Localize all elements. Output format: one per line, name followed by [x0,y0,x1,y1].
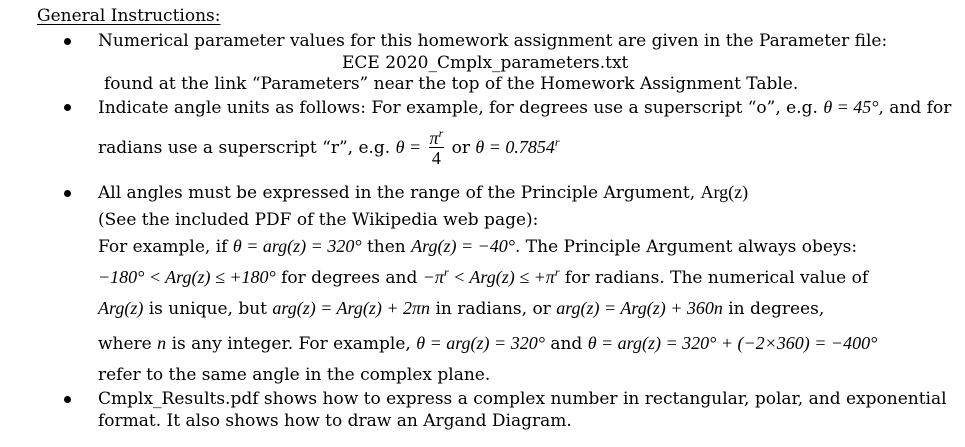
bullet-2-line-1-text: Indicate angle units as follows: For example, for degrees use a superscript “o”, e.g. [98,98,818,118]
radians-decimal-example: θ = 0.7854 [475,137,555,157]
bullet-3-line-1-text: All angles must be expressed in the range of the Principle Argument, [98,183,696,203]
bullet-3-line-5-b: in radians, or [435,299,551,319]
integer-n: n [157,333,167,353]
bullet-2-marker [64,104,71,111]
arg-radian-formula: arg(z) = Arg(z) + 2πn [272,298,431,318]
example-arg-minus-40: Arg(z) = −40° [411,236,515,256]
parameter-filename: ECE 2020_Cmplx_parameters.txt [342,53,629,73]
bullet-3-line-6-and: and [550,334,583,354]
principal-arg-unique: Arg(z) [98,298,144,318]
principal-argument-symbol: Arg(z) [700,182,749,202]
bullet-3-line-5-a: is unique, but [148,299,267,319]
bullet-1-line-3: found at the link “Parameters” near the top of the Homework Assignment Table. [104,74,799,94]
bullet-3-line-4-a: for degrees and [281,268,418,288]
bullet-3-line-5-c: in degrees, [728,299,825,319]
bullet-3-line-4-b: for radians. The numerical value of [564,268,869,288]
fraction-numerator: π [429,128,439,148]
bullet-2-line-1-tail: , and for [878,98,952,118]
radian-range-inequality-end: < Arg(z) ≤ +π [448,267,555,287]
degree-range-inequality: −180° < Arg(z) ≤ +180° [98,267,276,287]
degrees-example: θ = 45° [823,97,879,117]
bullet-4-line-2: format. It also shows how to draw an Argand Diagram. [98,411,572,431]
example-theta-minus-400: θ = arg(z) = 320° + (−2×360) = −400° [587,333,878,353]
radian-range-sup-1: r [443,265,449,279]
radians-decimal-sup: r [554,135,560,149]
bullet-3-line-3-c: . The Principle Argument always obeys: [514,237,858,257]
pi-over-4-fraction [429,126,445,168]
section-heading: General Instructions: [37,6,221,26]
bullet-4-line-1: Cmplx_Results.pdf shows how to express a complex number in rectangular, polar, and exponential [98,389,947,409]
bullet-2-line-2-text: radians use a superscript “r”, e.g. [98,138,391,158]
or-text: or [451,138,471,158]
example-theta-320: θ = arg(z) = 320° [232,236,362,256]
bullet-3-line-2: (See the included PDF of the Wikipedia web page): [98,210,539,230]
bullet-3-line-5 [98,298,824,319]
bullet-2-line-1 [98,97,951,118]
bullet-3-line-3-b: then [366,237,406,257]
radian-range-inequality-start: −π [422,267,444,287]
bullet-3-line-4 [98,267,868,288]
bullet-3-line-3 [98,236,857,257]
bullet-4-marker [64,396,71,403]
bullet-3-marker [64,190,71,197]
bullet-3-line-3-a: For example, if [98,237,228,257]
bullet-3-line-6 [98,333,877,354]
example-theta-320-b: θ = arg(z) = 320° [416,333,545,353]
fraction-numerator-sup: r [438,126,444,140]
radian-range-sup-2: r [554,265,560,279]
bullet-1-marker [64,38,71,45]
radians-example-lhs: θ = [395,137,422,157]
bullet-3-line-1 [98,182,748,203]
bullet-1-line-1: Numerical parameter values for this homework assignment are given in the Parameter file: [98,31,888,51]
bullet-2-line-2 [98,124,560,171]
fraction-denominator: 4 [431,148,441,168]
bullet-3-line-7: refer to the same angle in the complex plane. [98,365,491,385]
bullet-3-line-6-b: is any integer. For example, [171,334,411,354]
arg-degree-formula: arg(z) = Arg(z) + 360n [556,298,723,318]
bullet-3-line-6-a: where [98,334,152,354]
